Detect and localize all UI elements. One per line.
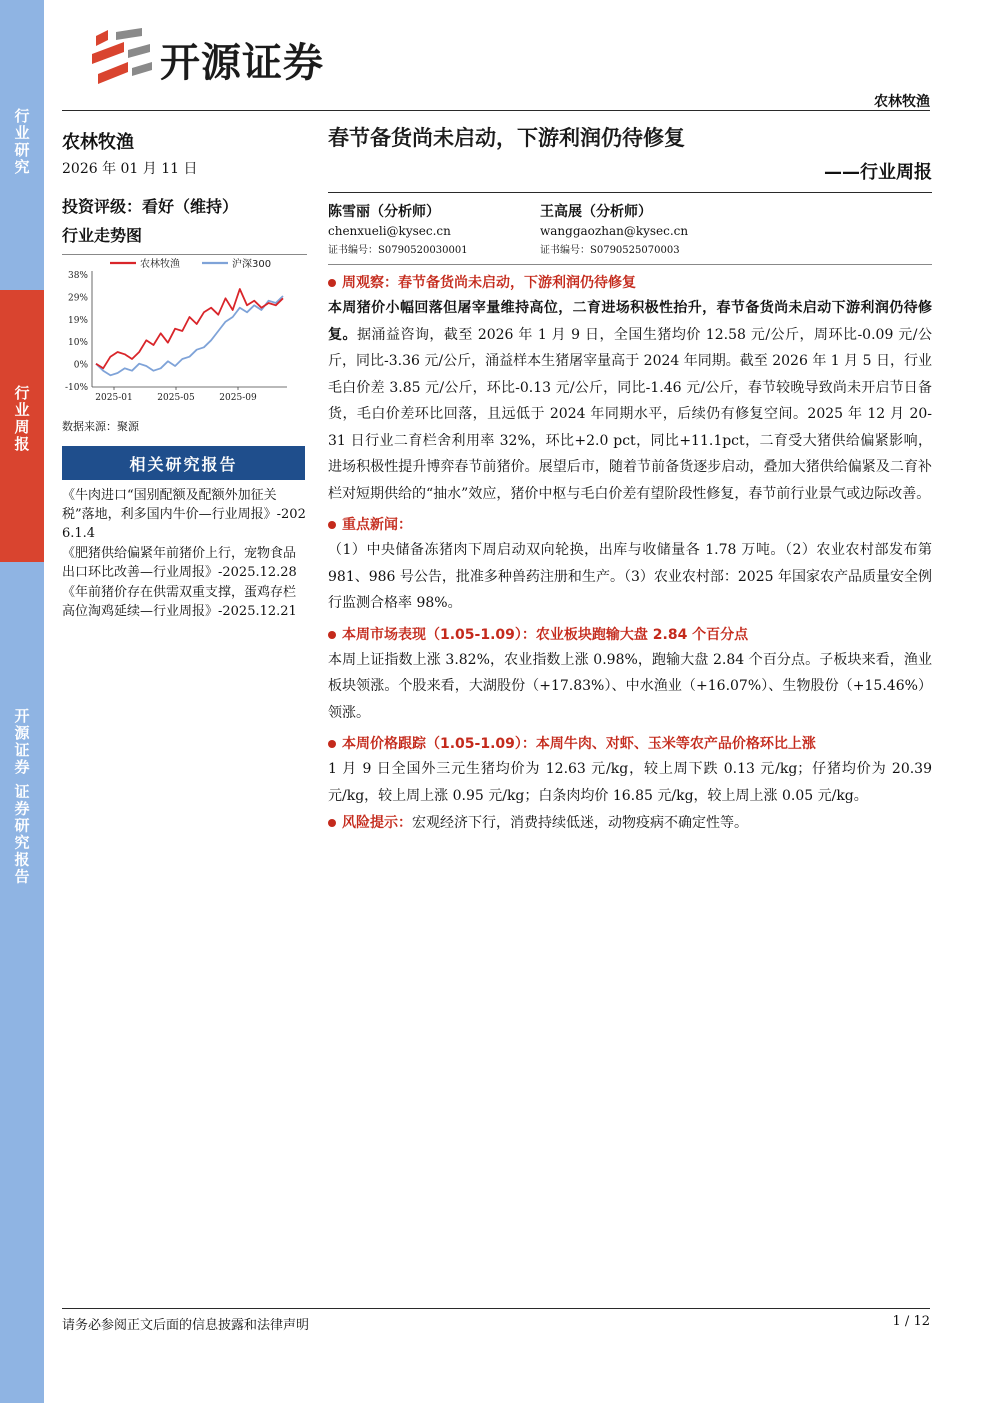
footer-disclaimer: 请务必参阅正文后面的信息披露和法律声明 <box>62 1318 310 1333</box>
related-report-link[interactable]: 《肥猪供给偏紧年前猪价上行，宠物食品出口环比改善—行业周报》-2025.12.28 <box>62 546 297 580</box>
investment-rating: 投资评级：看好（维持） <box>62 197 239 216</box>
y-tick-label: 0% <box>73 360 88 371</box>
section-key-news-heading: 重点新闻： <box>328 513 932 537</box>
title-divider <box>328 192 932 193</box>
observation-detail: 据涌益咨询，截至 2026 年 1 月 9 日，全国生猪均价 12.58 元/公斤，周环比-0.09 元/公斤，同比-3.36 元/公斤，涌益样本生猪屠宰量高于 2024 年同期。截至 2026 年 1 月 5 日，行业毛白价差 3.85 元/公斤，环比-0.13 元/公斤，同比-1.46 元/公斤，春节较晚导致尚未开启节日备货，毛白价差环比回落，且远低于 2024 年同期水平，后续仍有修复空间。2025 年 12 月 20-31 日行业二育栏舍利用率 32%，环比+2.0 pct，同比+11.1pct，二育受大猪供给偏紧影响，进场积极性提升博弈春节前猪价。展望后市，随着节前备货逐步启动，叠加大猪供给偏紧及二育补栏对短期供给的“抽水”效应，猪价中枢与毛白价差有望阶段性修复，春节前行业景气或边际改善。 <box>328 326 932 502</box>
analyst-cert: 证书编号：S0790520030001 <box>328 245 468 256</box>
analyst-card <box>328 201 540 256</box>
x-tick-label: 2025-01 <box>95 393 133 403</box>
right-column <box>328 122 932 835</box>
risk-warning <box>328 811 932 835</box>
trend-chart <box>62 254 307 416</box>
analyst-cert: 证书编号：S0790525070003 <box>540 245 680 256</box>
analyst-name: 陈雪丽（分析师） <box>328 204 440 220</box>
footer-divider <box>62 1308 930 1309</box>
logo-text: 开源证券 <box>160 39 324 86</box>
trend-chart-title: 行业走势图 <box>62 226 143 245</box>
bullet-icon <box>328 819 336 827</box>
section-weekly-observation-heading: 周观察：春节备货尚未启动，下游利润仍待修复 <box>328 271 932 295</box>
bullet-icon <box>328 740 336 748</box>
section-key-news-body: （1）中央储备冻猪肉下周启动双向轮换，出库与收储量各 1.78 万吨。（2）农业农村部发布第 981、986 号公告，批准多种兽药注册和生产。（3）农业农村部：2025 年国家农产品质量安全例行监测合格率 98%。 <box>328 542 932 611</box>
logo-mark-icon <box>88 28 154 90</box>
risk-text: 宏观经济下行，消费持续低迷，动物疫病不确定性等。 <box>412 815 748 831</box>
analyst-email[interactable]: chenxueli@kysec.cn <box>328 224 451 238</box>
analyst-card <box>540 201 752 256</box>
related-report-link[interactable]: 《年前猪价存在供需双重支撑，蛋鸡存栏高位淘鸡延续—行业周报》-2025.12.21 <box>62 585 297 619</box>
related-report-link[interactable]: 《牛肉进口“国别配额及配额外加征关税”落地，利多国内牛价—行业周报》-2026.1.4 <box>62 488 306 541</box>
x-tick-label: 2025-09 <box>219 393 257 403</box>
side-label-weekly: 行业周报 <box>12 385 31 453</box>
analyst-email[interactable]: wanggaozhan@kysec.cn <box>540 224 689 238</box>
analyst-name: 王高展（分析师） <box>540 204 652 220</box>
risk-label: 风险提示： <box>342 815 412 831</box>
report-date: 2026 年 01 月 11 日 <box>62 161 198 177</box>
side-label-brand: 开源证券 证券研究报告 <box>12 708 31 886</box>
header-sector: 农林牧渔 <box>874 94 930 110</box>
section-market-heading: 本周市场表现（1.05-1.09）：农业板块跑输大盘 2.84 个百分点 <box>328 623 932 647</box>
analyst-block <box>328 201 932 256</box>
report-subtitle: ——行业周报 <box>824 162 932 183</box>
legend-label: 农林牧渔 <box>140 259 180 270</box>
left-column <box>62 128 307 622</box>
y-tick-label: -10% <box>64 383 88 393</box>
related-reports-list <box>62 486 307 621</box>
data-source: 数据来源：聚源 <box>62 420 139 433</box>
y-tick-label: 19% <box>67 315 88 326</box>
company-logo <box>88 28 324 90</box>
analyst-divider <box>328 264 932 265</box>
bullet-icon <box>328 279 336 287</box>
trend-chart-svg <box>62 255 307 417</box>
observation-summary: 本周猪价小幅回落但屠宰量维持高位，二育进场积极性抬升，春节备货尚未启动下游利润仍待修复。 <box>328 300 932 343</box>
section-price-heading: 本周价格跟踪（1.05-1.09）：本周牛肉、对虾、玉米等农产品价格环比上涨 <box>328 732 932 756</box>
report-title: 春节备货尚未启动，下游利润仍待修复 <box>328 126 685 150</box>
section-weekly-observation-body <box>328 295 932 507</box>
header-divider <box>62 110 930 111</box>
section-market-body: 本周上证指数上涨 3.82%，农业指数上涨 0.98%，跑输大盘 2.84 个百分点。子板块来看，渔业板块领涨。个股来看，大湖股份（+17.83%）、中水渔业（+16.07%）、生物股份（+15.46%）领涨。 <box>328 651 932 721</box>
series-line <box>96 296 283 375</box>
x-tick-label: 2025-05 <box>157 393 195 403</box>
section-price-body: 1 月 9 日全国外三元生猪均价为 12.63 元/kg，较上周下跌 0.13 元/kg；仔猪均价为 20.39 元/kg，较上周上涨 0.95 元/kg；白条肉均价 16.85 元/kg，较上周上涨 0.05 元/kg。 <box>328 761 932 804</box>
bullet-icon <box>328 521 336 529</box>
legend-label: 沪深300 <box>232 259 272 270</box>
sector-title: 农林牧渔 <box>62 132 134 153</box>
related-reports-header: 相关研究报告 <box>62 446 305 480</box>
bullet-icon <box>328 631 336 639</box>
y-tick-label: 10% <box>67 338 88 349</box>
y-tick-label: 29% <box>67 293 88 304</box>
side-label-research: 行业研究 <box>12 108 31 176</box>
y-tick-label: 38% <box>67 271 88 281</box>
page-number: 1 / 12 <box>892 1314 930 1329</box>
